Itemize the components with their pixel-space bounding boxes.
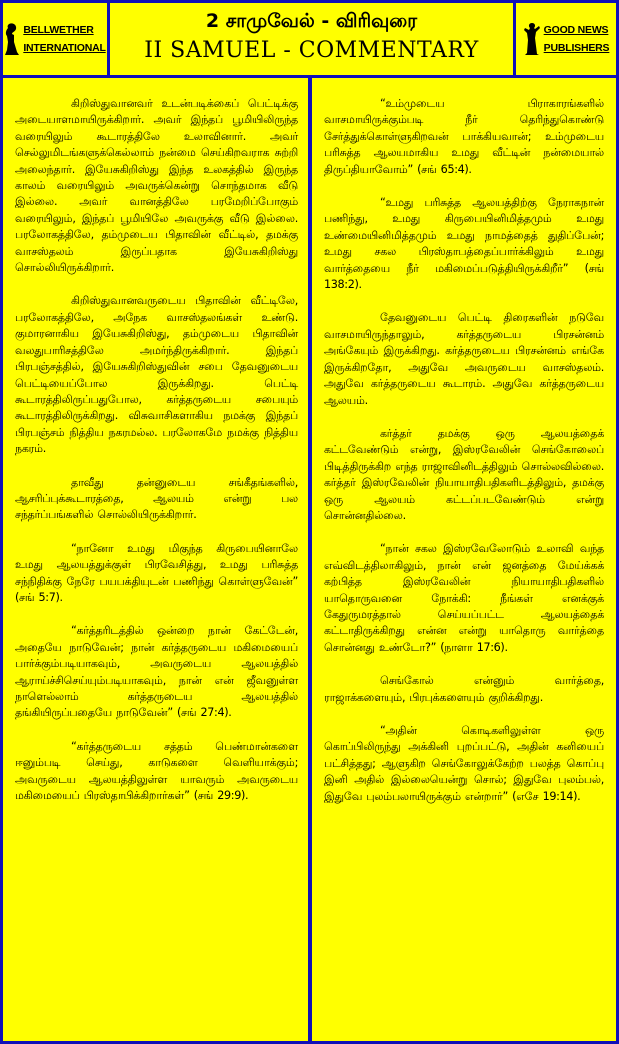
herald-silhouette-icon: [523, 22, 541, 56]
commentary-body: [3, 78, 616, 1041]
right-column: [312, 78, 616, 1041]
paragraph: செங்கோல் என்னும் வார்த்தை, ராஜாக்களையும், பிரபுக்களையும் குறிக்கிறது.: [324, 674, 604, 704]
title-english: II SAMUEL - COMMENTARY: [144, 38, 479, 63]
scripture-quote: “நான் சகல இஸ்ரவேலோடும் உலாவி வந்த எவ்விடத்திலாகிலும், நான் என் ஜனத்தை மேய்க்கக் கற்பித்த இஸ்ரவேலின் நியாயாதிபதிகளில் யாதொருவனை நோக்கி: நீங்கள் எனக்குக் கேதுருமரத்தால் செய்யப்பட்ட ஆலயத்தைக் கட்டாதிருக்கிறது என்ன என்று யாதொரு வார்த்தை சொன்னது உண்டோ?” (நாளா 17:6).: [324, 542, 604, 654]
bellwether-logo: [3, 3, 107, 75]
title-tamil: 2 சாமுவேல் - விரிவுரை: [205, 10, 418, 32]
paragraph: தேவனுடைய பெட்டி திரைகளின் நடுவே வாசமாயிருந்தாலும், கர்த்தருடைய பிரசன்னம் அங்கேயும் இருக்கிறது. கர்த்தருடைய பிரசன்னம் எங்கே இருக்கிறதோ, அதுவே அவருடைய வாசஸ்தலம். அதுவே கர்த்தருடைய கூடாரம். அதுவே கர்த்தருடைய ஆலயம்.: [324, 311, 604, 407]
scripture-quote: “கர்த்தருடைய சத்தம் பெண்மான்களை ஈனும்படி செய்து, காடுகளை வெளியாக்கும்; அவருடைய ஆலயத்திலுள்ள யாவரும் அவருடைய மகிமையைப் பிரஸ்தாபிக்கிறார்கள்” (சங் 29:9).: [15, 739, 298, 803]
scripture-quote: “நானோ உமது மிகுந்த கிருபையினாலே உமது ஆலயத்துக்குள் பிரவேசித்து, உமது பரிசுத்த சந்நிதிக்கு நேரே பயபக்தியுடன் பணிந்து கொள்ளுவேன்” (சங் 5:7).: [15, 541, 298, 604]
paragraph: தாவீது தன்னுடைய சங்கீதங்களில், ஆசரிப்புக்கூடாரத்தை, ஆலயம் என்று பல சந்தர்ப்பங்களில் சொல்லியிருக்கிறார்.: [15, 475, 298, 522]
paragraph: கர்த்தர் தமக்கு ஒரு ஆலயத்தைக் கட்டவேண்டும் என்று, இஸ்ரவேலின் செங்கோலைப் பிடித்திருக்கிற எந்த ராஜாவினிடத்திலும் சொல்லவில்லை. கர்த்தர் இஸ்ரவேலின் நியாயாதிபதிகளிடத்திலும், தமக்கு ஒரு ஆலயம் கட்டப்படவேண்டும் என்று சொன்னதில்லை.: [324, 426, 604, 522]
scripture-quote: “உம்முடைய பிராகாரங்களில் வாசமாயிருக்கும்படி நீர் தெரிந்துகொண்டு சேர்த்துக்கொள்ளுகிறவன் பாக்கியவான்; உம்முடைய பரிசுத்த ஆலயமாகிய உமது வீட்டின் நன்மையால் திருப்தியாவோம்” (சங் 65:4).: [324, 97, 604, 176]
scripture-quote: “அதின் கொடிகளிலுள்ள ஒரு கொப்பிலிருந்து அக்கினி புறப்பட்டு, அதின் கனியைப் பட்சித்தது; ஆளுகிற செங்கோலுக்கேற்ற பலத்த கொப்பு இனி அதில் இல்லையென்று சொல்; இதுவே புலம்பல், இதுவே புலம்பலாயிருக்கும் என்றார்” (எசே 19:14).: [324, 724, 604, 803]
logo-right-line1: GOOD NEWS: [543, 24, 609, 36]
page-header: [3, 3, 616, 75]
left-column: [3, 78, 308, 1041]
scripture-quote: “உமது பரிசுத்த ஆலயத்திற்கு நேராகநான் பணிந்து, உமது கிருபையினிமித்தமும் உமது உண்மையினிமித்தமும் உமது நாமத்தைத் துதிப்பேன்; உமது சகல பிரஸ்தாபத்தைப்பார்க்கிலும் உமது வார்த்தையை நீர் மகிமைப்படுத்தியிருக்கிறீர்” (சங் 138:2).: [324, 196, 604, 292]
logo-left-line1: BELLWETHER: [23, 24, 94, 36]
logo-left-line2: INTERNATIONAL: [23, 42, 106, 54]
paragraph: கிறிஸ்துவானவர் உடன்படிக்கைப் பெட்டிக்கு அடையாளமாயிருக்கிறார். அவர் இந்தப் பூமியிலிருந்த வரையிலும் கூடாரத்திலே உலாவினார். அவர் செல்லுமிடங்களுக்கெல்லாம் நன்மை செய்கிறவராக சுற்றி அலைந்தார். இயேசுகிறிஸ்து இந்த உலகத்தில் இருந்த காலம் வரையிலும் அவருக்கென்று சொந்தமாக வீடு இல்லை. அவர் வானத்திலே பரமேறிப்போகும் வரையிலும், இந்தப் பூமியிலே அவருக்கு வீடு இல்லை. பரலோகத்திலே, தம்முடைய பிதாவின் வீட்டில், தமக்கு வாசஸ்தலம் இருப்பதாக இயேசுகிறிஸ்து சொல்லியிருக்கிறார்.: [15, 97, 298, 275]
scripture-quote: “கர்த்தரிடத்தில் ஒன்றை நான் கேட்டேன், அதையே நாடுவேன்; நான் கர்த்தருடைய மகிமையைப் பார்க்கும்படியாகவும், அவருடைய ஆலயத்தில் ஆராய்ச்சிசெய்யும்படியாகவும், நான் என் ஜீவனுள்ள நாளெல்லாம் கர்த்தருடைய ஆலயத்தில் தங்கியிருப்பதையே நாடுவேன்” (சங் 27:4).: [15, 624, 298, 720]
paragraph: கிறிஸ்துவானவருடைய பிதாவின் வீட்டிலே, பரலோகத்திலே, அநேக வாசஸ்தலங்கள் உண்டு. குமாரனாகிய இயேசுகிறிஸ்து, தம்முடைய பிதாவின் வலதுபாரிசத்திலே அமர்ந்திருக்கிறார். இந்தப் பிரபஞ்சத்தில், இயேசுகிறிஸ்துவின் சபை தேவனுடைய பெட்டியைப்போல இருக்கிறது. பெட்டி கூடாரத்திலிருப்பதுபோல, கர்த்தருடைய சபையும் கூடாரத்திலிருக்கிறது. விசுவாசிகளாகிய நமக்கு இந்தப் பிரபஞ்சம் நித்திய நகரமல்ல. பரலோகமே நமக்கு நித்திய நகரம்.: [15, 294, 298, 456]
title-block: [110, 3, 513, 75]
good-news-logo: [516, 3, 616, 75]
ram-silhouette-icon: [4, 22, 20, 56]
logo-right-line2: PUBLISHERS: [543, 42, 610, 54]
